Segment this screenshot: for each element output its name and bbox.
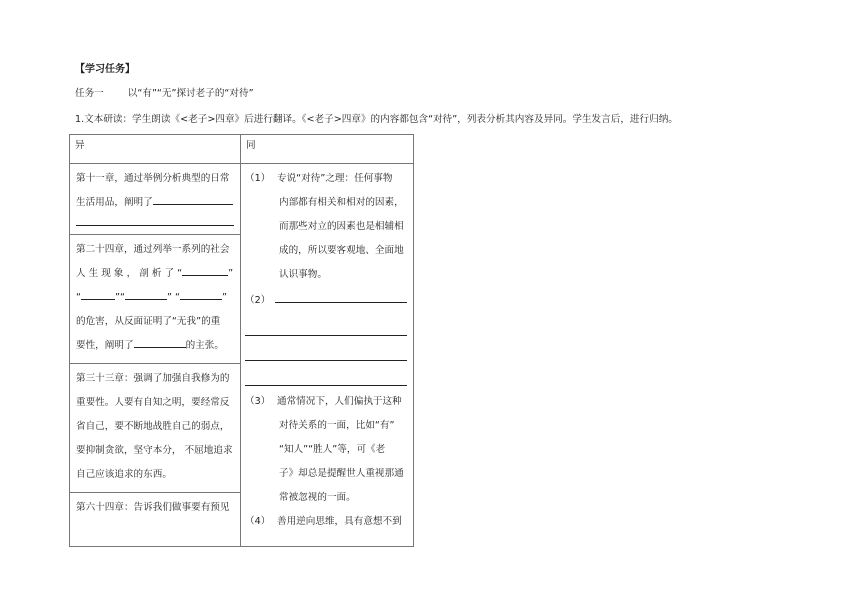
ch24-line-4: 的危害，从反面证明了“无我”的重 [76,316,221,327]
same-1-line-4: 成的，所以要客观地、全面地 [279,245,404,256]
same-3-line-5: 常被忽视的一面。 [279,492,356,503]
diff-cell-chapter-11 [70,164,241,235]
fill-blank-line[interactable] [245,338,407,361]
ch33-line-3: 省自己，要不断地战胜自己的弱点， [76,421,230,432]
same-1-line-3: 而那些对立的因素也是相辅相 [279,221,404,232]
item-number-3: （3） [245,396,271,407]
ch11-line-2: 生活用品，阐明了 [76,191,234,215]
same-3-line-3: “知人”“胜人”等，可《老 [279,444,386,455]
same-1-line-1: 专说“对待”之理：任何事物 [277,173,393,184]
task-one-label: 任务一 [75,88,104,99]
diff-cell-chapter-64 [70,493,241,547]
same-column-cell [241,164,414,547]
same-3-line-4: 子》却总是提醒世人重视那通 [279,468,404,479]
task-one-title: 以“有”“无”探讨老子的“对待” [127,88,254,99]
ch24-line-5: 要性，阐明了 的主张。 [76,334,234,358]
same-3-line-2: 对待关系的一面，比如“有” [279,420,395,431]
ch33-line-2: 重要性。人要有自知之明，要经常反 [76,397,230,408]
ch33-line-4: 要抑制贪欲，坚守本分， 不屈地追求 [76,445,233,456]
ch24-line-1: 第二十四章，通过列举一系列的社会 [76,244,230,255]
comparison-table [69,134,414,547]
same-4-line-1: 善用逆向思维，具有意想不到 [277,516,402,527]
diff-cell-chapter-33 [70,364,241,493]
ch33-line-1: 第三十三章：强调了加强自我修为的 [76,373,230,384]
item-number-4: （4） [245,516,271,527]
fill-blank-line[interactable] [245,363,407,386]
fill-blank[interactable] [275,291,407,303]
same-1-line-2: 内部都有相关和相对的因素， [279,197,404,208]
same-3-line-1: 通常情况下，人们偏执于这种 [277,396,402,407]
item-number-1: （1） [245,173,271,184]
fill-blank[interactable] [134,336,186,348]
diff-cell-chapter-24 [70,235,241,364]
item-number-2: （2） [245,295,271,306]
ch33-line-5: 自己应该追求的东西。 [76,469,172,480]
same-1-line-5: 认识事物。 [279,269,327,280]
section-heading: 【学习任务】 [75,64,135,75]
instruction-text: 1.文本研读：学生朗读《<老子>四章》后进行翻译。《<老子>四章》的内容都包含“对待”，列表分析其内容及异同。学生发言后，进行归纳。 [75,114,678,125]
fill-blank[interactable] [182,264,228,276]
ch24-line-3: “ ”“ ” “ ” [76,286,234,310]
column-header-same: 同 [241,135,414,164]
fill-blank-line[interactable] [245,313,407,336]
ch24-line-2: 人 生 现 象 ， 剖 析 了 “ ” [76,262,234,286]
fill-blank[interactable] [153,193,233,205]
ch11-line-1: 第十一章，通过举例分析典型的日常 [76,173,230,184]
ch64-line-1: 第六十四章：告诉我们做事要有预见 [76,502,230,513]
column-header-diff: 异 [70,135,241,164]
task-one-line [75,85,254,99]
fill-blank-line[interactable] [76,215,234,226]
